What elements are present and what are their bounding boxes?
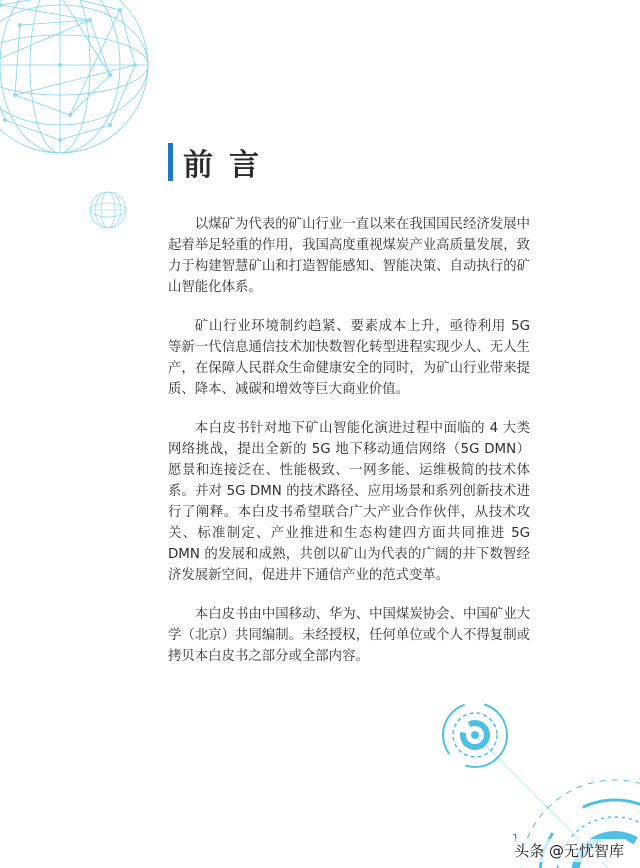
heading-accent-bar	[168, 143, 173, 181]
section-heading	[168, 142, 275, 182]
paragraph-1: 以煤矿为代表的矿山行业一直以来在我国国民经济发展中起着举足轻重的作用，我国高度重视煤炭产业高质量发展，致力于构建智慧矿山和打造智能感知、智能决策、自动执行的矿山智能化体系。	[168, 217, 530, 295]
preface-body	[168, 214, 530, 685]
paragraph-2: 矿山行业环境制约趋紧、要素成本上升，亟待利用 5G 等新一代信息通信技术加快数智化转型进程实现少人、无人生产，在保障人民群众生命健康安全的同时，为矿山行业带来提质、降本、减碳和增效等巨大商业价值。	[168, 319, 530, 397]
small-globe-decoration	[88, 190, 128, 230]
paragraph-3: 本白皮书针对地下矿山智能化演进过程中面临的 4 大类网络挑战，提出全新的 5G 地下移动通信网络（5G DMN）愿景和连接泛在、性能极致、一网多能、运维极简的技术体系。并对 5G DMN 的技术路径、应用场景和系列创新技术进行了阐释。本白皮书希望联合广大产业合作伙伴，从技术攻关、标准制定、产业推进和生态构建四方面共同推进 5G DMN 的发展和成熟，共创以矿山为代表的广阔的井下数智经济发展新空间，促进井下通信产业的范式变革。	[168, 421, 530, 583]
network-globe-decoration	[0, 0, 160, 165]
watermark-text: 头条 @无忧智库	[510, 839, 628, 862]
page-title: 前言	[183, 148, 275, 183]
paragraph-4: 本白皮书由中国移动、华为、中国煤炭协会、中国矿业大学（北京）共同编制。未经授权，任何单位或个人不得复制或拷贝本白皮书之部分或全部内容。	[168, 607, 530, 664]
